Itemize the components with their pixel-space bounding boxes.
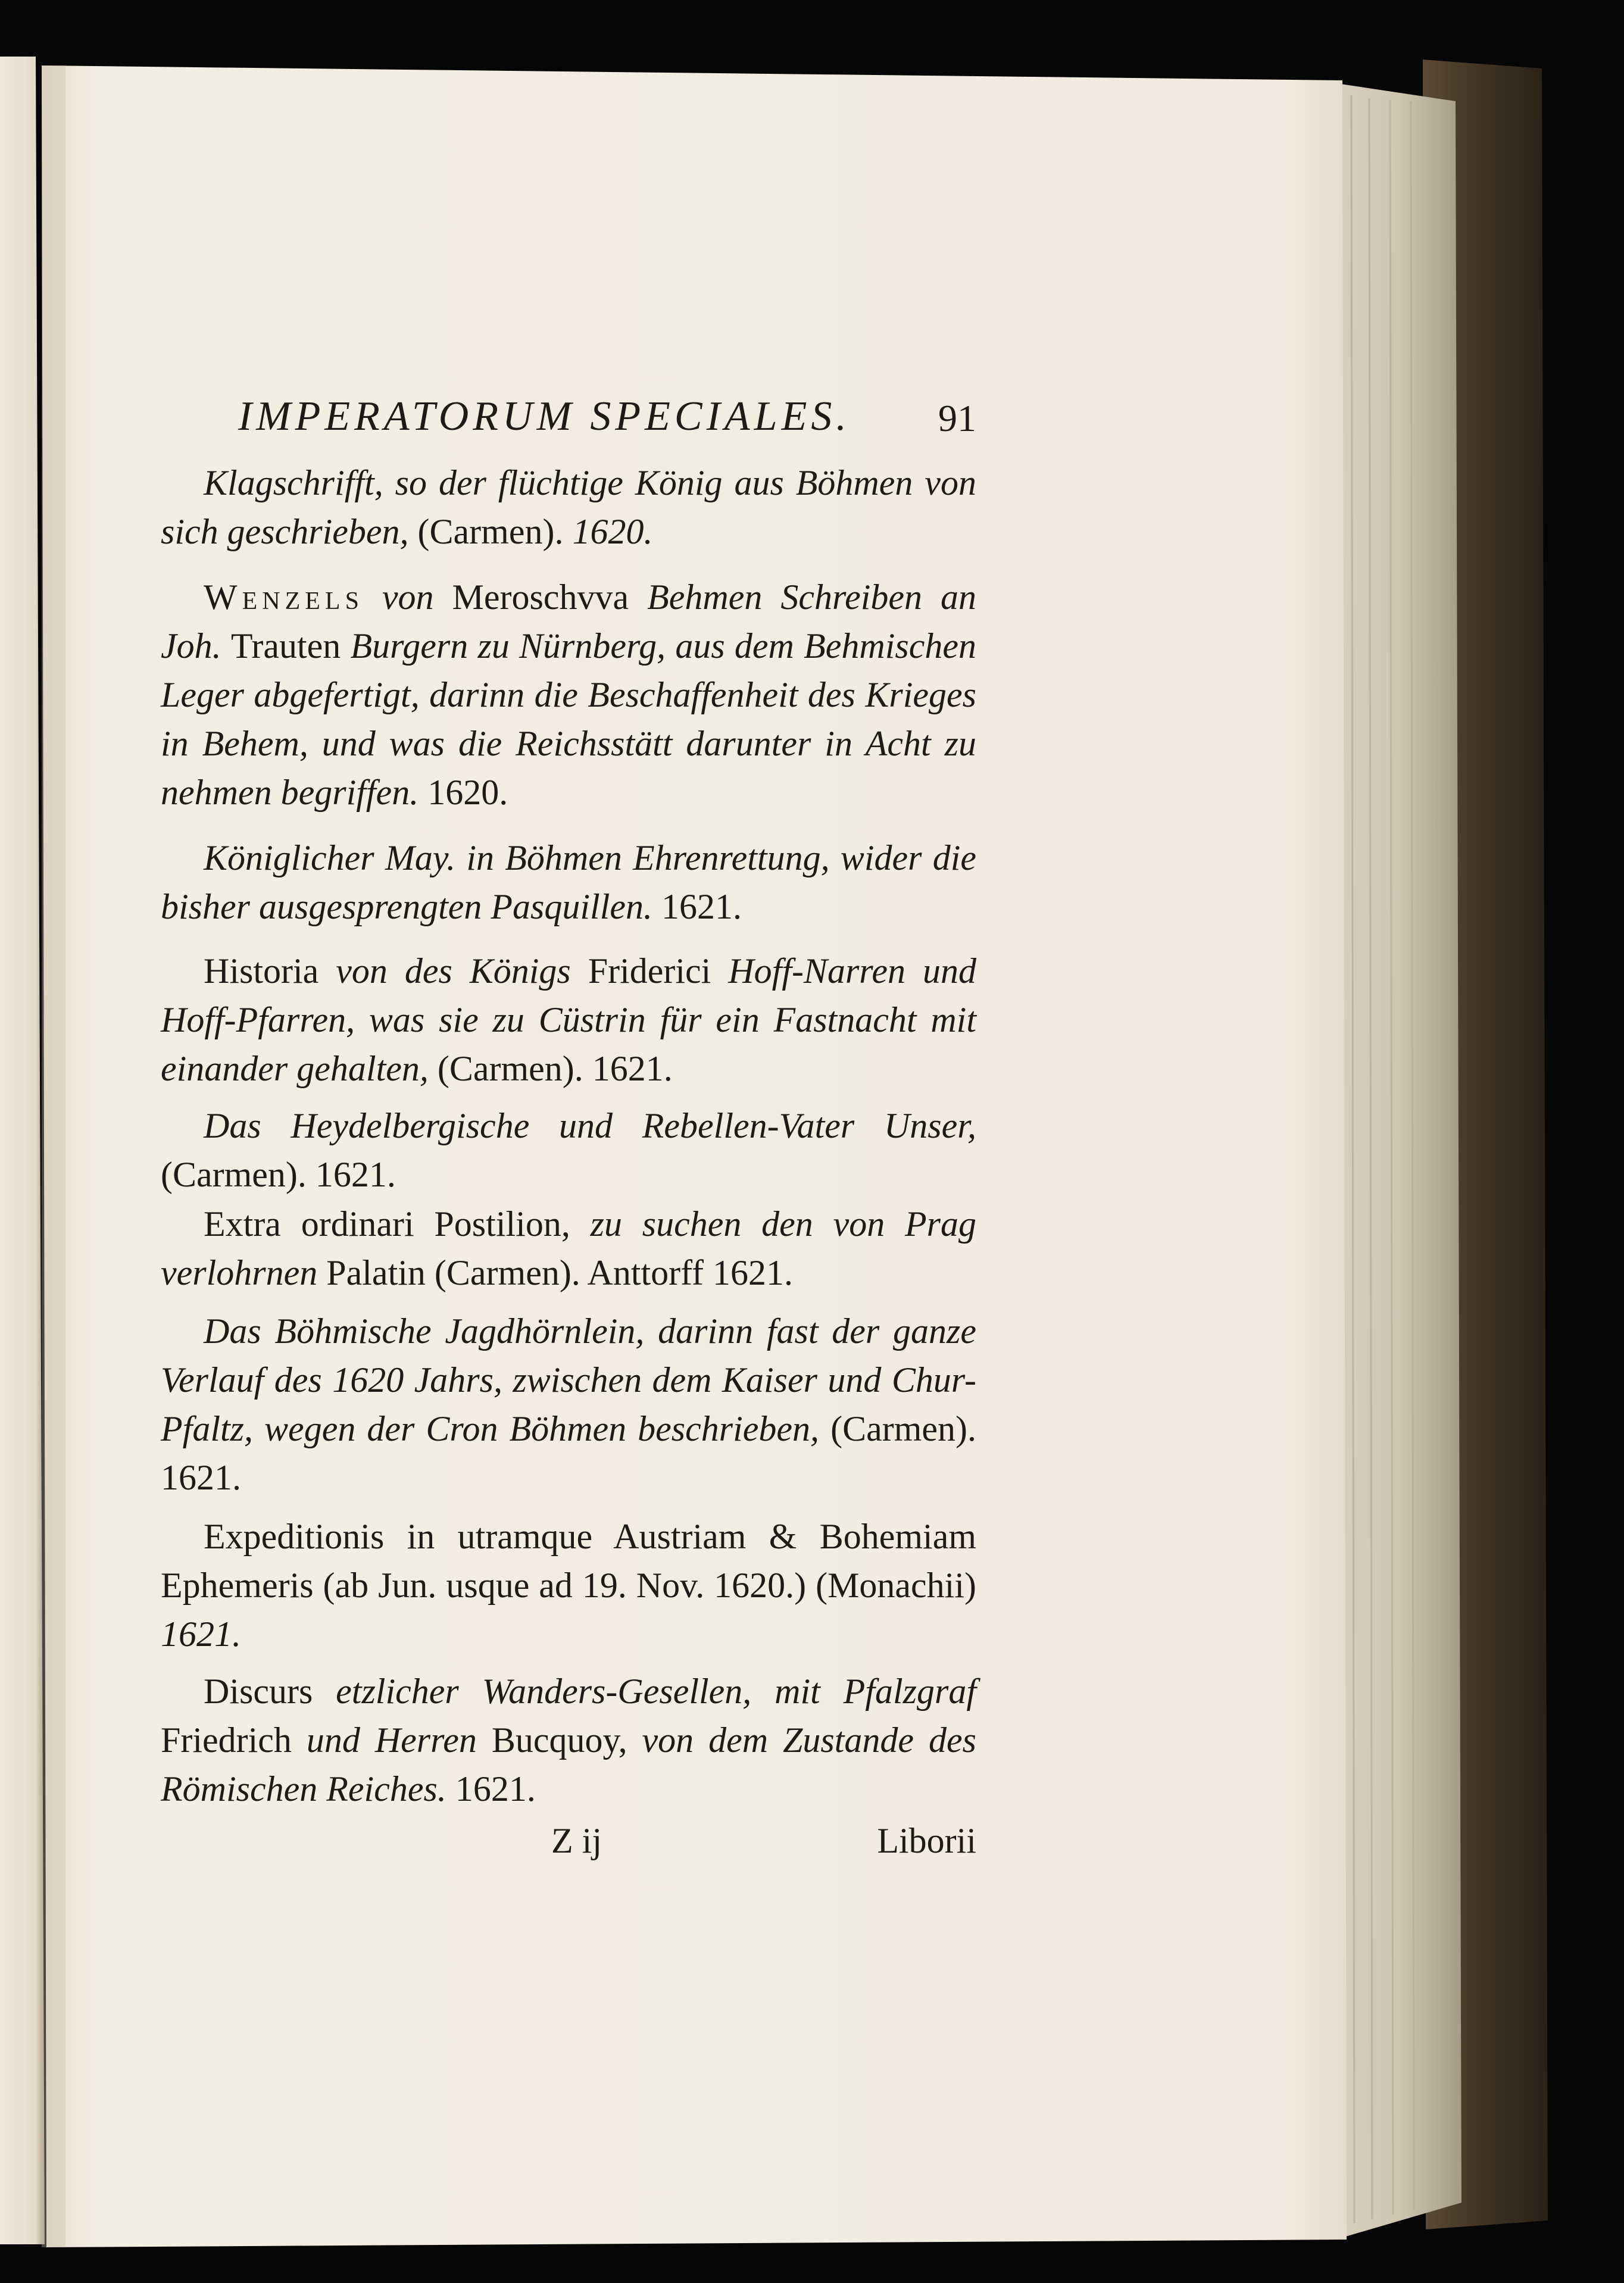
entry-text: Burgern zu Nürnberg, aus dem Behmischen Leger abgefertigt, darinn die Beschaffenheit des Krieges in Behem, und was die Reichsstätt darunter in Acht zu nehmen begriffen. [161,626,976,812]
entry-date: 1621. [455,1769,536,1809]
entry-text: Discurs [204,1672,313,1711]
signature-mark: Z ij [551,1821,602,1860]
entry-date: (Carmen). 1621. [161,1409,976,1497]
entry-text: (Carmen). [417,512,573,551]
entry-1 [161,458,976,556]
entry-date: (Carmen). 1621. [161,1155,396,1194]
entry-date: 1621. [161,1614,241,1654]
entry-text: zu suchen den von Prag verlohrnen [161,1204,976,1292]
entry-text: Das Heydelbergische und Rebellen-Vater Unser, [204,1106,976,1145]
entry-date: (Carmen). 1621. [437,1049,673,1088]
entry-6 [161,1200,976,1297]
entry-text: von des Königs [318,951,588,991]
entry-2 [161,573,976,817]
entry-author: Wenzels [204,577,364,617]
entry-8 [161,1512,976,1659]
entry-text: Trauten [230,626,341,666]
entry-text: Das Böhmische Jagdhörnlein, darinn fast der ganze Verlauf des 1620 Jahrs, zwischen dem Kaiser und Chur-Pfaltz, wegen der Cron Böhmen beschrieben, [161,1311,976,1448]
entry-5 [161,1101,976,1199]
catchword: Liborii [877,1821,976,1860]
entry-text: Historia [204,951,319,991]
entry-text: von [363,577,452,617]
entry-date: 1621. [661,887,742,926]
entry-text: Königlicher May. in Böhmen Ehrenrettung, wider die bisher ausgesprengten Pasquillen. [161,838,976,926]
entry-text: Hoff-Narren und Hoff-Pfarren, was sie zu Cüstrin für ein Fastnacht mit einander gehalten, [161,951,976,1088]
entry-9 [161,1667,976,1813]
page-number: 91 [938,397,976,439]
entry-text: Friderici [588,951,711,991]
running-head [161,381,976,452]
entry-text: von dem Zustande des Römischen Reiches. [161,1720,976,1809]
entry-7 [161,1307,976,1502]
page-footer [161,1820,976,1874]
entry-text: und Herren [291,1720,492,1760]
entry-4 [161,947,976,1093]
entry-date: 1620. [572,512,653,551]
page-edges [1336,83,1461,2238]
entry-text: Extra ordinari Postilion, [204,1204,570,1244]
entry-text: Bucquoy, [491,1720,627,1760]
entry-text: Klagschrifft, so der flüchtige König aus Böhmen von sich geschrieben, [161,463,976,551]
entry-date: 1620. [427,773,508,812]
running-head-title: IMPERATORUM SPECIALES. [238,393,851,439]
entry-text: Behmen Schreiben an Joh. [161,577,976,666]
entry-date: Palatin (Carmen). Anttorff 1621. [326,1253,794,1292]
entry-text: etzlicher Wanders-Gesellen, mit Pfalzgraf [313,1672,976,1711]
entry-3 [161,833,976,931]
entry-text: Friedrich [161,1720,292,1760]
entry-text: Expeditionis in utramque Austriam & Bohemiam Ephemeris (ab Jun. usque ad 19. Nov. 1620.) (Monachii) [161,1517,976,1605]
page-text-block [161,381,976,1869]
left-page-edge [0,57,45,2244]
entry-text: Meroschvva [452,577,629,617]
